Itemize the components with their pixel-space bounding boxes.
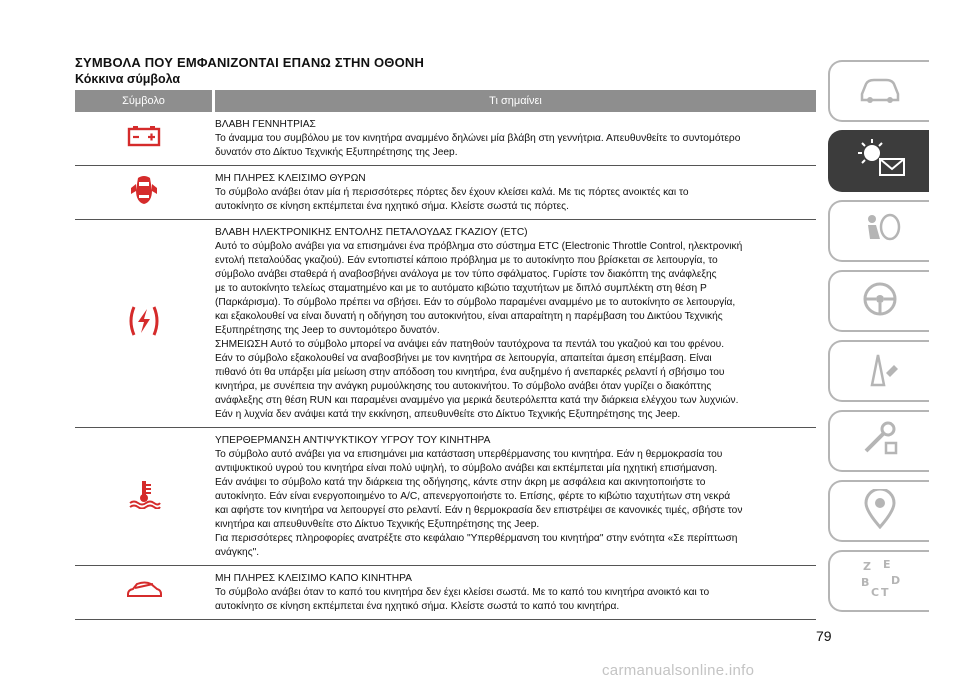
meaning-cell [212, 428, 816, 565]
row-text-line: κινητήρα και απευθυνθείτε στο Δίκτυο Τεχνικής Εξυπηρέτησης της Jeep. [215, 519, 540, 530]
row-title: ΒΛΑΒΗ ΓΕΝΝΗΤΡΙΑΣ [215, 119, 316, 130]
symbol-cell [75, 112, 212, 165]
tab-index[interactable] [828, 550, 929, 612]
tab-maintenance[interactable] [828, 410, 929, 472]
meaning-cell [212, 220, 816, 427]
tab-car-info[interactable] [828, 60, 929, 122]
table-header [75, 90, 816, 112]
row-text-line: Εάν το σύμβολο εξακολουθεί να αναβοσβήνει με τον κινητήρα σε λειτουργία, απαιτείται άμεση επέμβαση. Είναι [215, 353, 712, 364]
column-header-meaning: Τι σημαίνει [212, 90, 816, 112]
row-text-line: και εξακολουθεί να είναι δυνατή η οδήγηση του αυτοκινήτου, είναι απαραίτητη η παρέμβαση του Δικτύου Τεχνικής [215, 311, 723, 322]
table-row [75, 166, 816, 220]
roadside-emergency-icon [858, 351, 902, 392]
row-text-line: πιθανό ότι θα υπάρξει μία μείωση στην απόδοση του κινητήρα, ένα αυξημένο ή ανεπαρκές ρελαντί ή σβήσιμο του [215, 367, 725, 378]
alphabetical-index-icon [857, 558, 903, 605]
row-title: ΜΗ ΠΛΗΡΕΣ ΚΛΕΙΣΙΜΟ ΚΑΠΟ ΚΙΝΗΤΗΡΑ [215, 573, 412, 584]
svg-text:Z: Z [862, 559, 871, 573]
row-text-line: αντιψυκτικού υγρού του κινητήρα είναι πολύ υψηλή, το σύμβολο ανάβει και εκπέμπεται μία ηχητική επισήμανση. [215, 463, 718, 474]
symbol-cell [75, 428, 212, 565]
watermark: carmanualsonline.info [602, 662, 755, 679]
symbol-cell [75, 566, 212, 619]
coolant-temperature-icon [127, 479, 161, 514]
svg-text:T: T [880, 585, 889, 599]
chapter-tabs [828, 60, 929, 620]
meaning-cell [212, 166, 816, 219]
tab-emergency[interactable] [828, 340, 929, 402]
table-row [75, 428, 816, 566]
row-text-line: Εάν η λυχνία δεν ανάψει κατά την εκκίνηση, απευθυνθείτε στο Δίκτυο Τεχνικής Εξυπηρέτησης της Jeep. [215, 409, 681, 420]
hood-open-icon [125, 580, 163, 605]
row-text-line: ανάφλεξης στη θέση RUN και παραμένει αναμμένο για μερικά δευτερόλεπτα κατά την διάρκεια ελέγχου των λυχνιών. [215, 395, 739, 406]
svg-text:B: B [860, 575, 869, 589]
steering-wheel-icon [860, 279, 900, 324]
row-text-line: αυτοκίνητο σε κίνηση εκπέμπεται ένα ηχητικό σήμα. Κλείστε σωστά τις πόρτες. [215, 201, 569, 212]
navigation-pin-icon [858, 489, 902, 534]
page-subtitle: Κόκκινα σύμβολα [75, 72, 181, 86]
row-text-line: Εάν ανάψει το σύμβολο κατά την διάρκεια της οδήγησης, κάντε στην άκρη με ασφάλεια και ακινητοποιήστε το [215, 477, 706, 488]
svg-text:E: E [882, 557, 891, 571]
symbol-cell [75, 166, 212, 219]
symbol-cell [75, 220, 212, 427]
table-row [75, 112, 816, 166]
page-number: 79 [816, 628, 832, 644]
meaning-cell [212, 112, 816, 165]
row-text-line: Το σύμβολο ανάβει όταν το καπό του κινητήρα δεν έχει κλείσει σωστά. Με το καπό του κινητήρα ανοικτό και το [215, 587, 710, 598]
row-text-line: Το άναμμα του συμβόλου με τον κινητήρα αναμμένο δηλώνει μία βλάβη στη γεννήτρια. Απευθυνθείτε το συντομότερο [215, 133, 741, 144]
row-text-line: (Παρκάρισμα). Το σύμβολο πρέπει να σβήσει. Εάν το σύμβολο παραμένει αναμμένο με το αυτοκίνητο σε λειτουργία, [215, 297, 736, 308]
table-row [75, 220, 816, 428]
tab-warning-lights[interactable] [828, 130, 929, 192]
row-text-line: και αφήστε τον κινητήρα να λειτουργεί στο ρελαντί. Εάν η θερμοκρασία δεν επιστρέψει σε κανονικές τιμές, σβήστε τον [215, 505, 743, 516]
row-title: ΜΗ ΠΛΗΡΕΣ ΚΛΕΙΣΙΜΟ ΘΥΡΩΝ [215, 173, 366, 184]
row-title: ΒΛΑΒΗ ΗΛΕΚΤΡΟΝΙΚΗΣ ΕΝΤΟΛΗΣ ΠΕΤΑΛΟΥΔΑΣ ΓΚΑΖΙΟΥ (ETC) [215, 227, 528, 238]
row-text-line: Για περισσότερες πληροφορίες ανατρέξτε στο κεφάλαιο "Υπερθέρμανση του κινητήρα" στην ενότητα «Σε περίπτωση [215, 533, 738, 544]
row-text-line: Το σύμβολο αυτό ανάβει για να επισημάνει μια κατάσταση υπερθέρμανσης του κινητήρα. Εάν η θερμοκρασία του [215, 449, 723, 460]
row-text-line: ΣΗΜΕΙΩΣΗ Αυτό το σύμβολο μπορεί να ανάψει εάν πατηθούν ταυτόχρονα τα πεντάλ του γκαζιού και του φρένου. [215, 339, 725, 350]
row-text-line: σύμβολο ανάβει σταθερά ή αναβοσβήνει ανάλογα με τον τύπο σφάλματος. Γυρίστε τον διακόπτη της ανάφλεξης [215, 269, 717, 280]
row-text-line: με το αυτοκίνητο τελείως σταματημένο και με το αυτόματο κιβώτιο ταχυτήτων με διπλό συμπλέκτη στη θέση P [215, 283, 707, 294]
warning-light-message-icon [852, 139, 908, 184]
row-text-line: δυνατόν στο Δίκτυο Τεχνικής Εξυπηρέτησης της Jeep. [215, 147, 458, 158]
table-row [75, 566, 816, 620]
warning-symbols-table [75, 90, 816, 620]
electronic-throttle-icon [126, 305, 162, 342]
row-text-line: αυτοκίνητο. Εάν είναι ενεργοποιημένο το A/C, απενεργοποιήστε το. Επίσης, φέρτε το κιβώτιο ταχυτήτων στη νεκρά [215, 491, 731, 502]
page-title: ΣΥΜΒΟΛΑ ΠΟΥ ΕΜΦΑΝΙΖΟΝΤΑΙ ΕΠΑΝΩ ΣΤΗΝ ΟΘΟΝΗ [75, 55, 425, 70]
tab-driving[interactable] [828, 270, 929, 332]
car-info-icon [858, 74, 902, 109]
tab-navigation[interactable] [828, 480, 929, 542]
row-text-line: εντολή πεταλούδας γκαζιού). Εάν εντοπιστεί κάποιο πρόβλημα με το αυτοκίνητο που βρίσκεται σε λειτουργία, το [215, 255, 718, 266]
column-header-symbol: Σύμβολο [122, 95, 165, 107]
battery-icon [127, 125, 161, 152]
row-title: ΥΠΕΡΘΕΡΜΑΝΣΗ ΑΝΤΙΨΥΚΤΙΚΟΥ ΥΓΡΟΥ ΤΟΥ ΚΙΝΗΤΗΡΑ [215, 435, 491, 446]
svg-text:D: D [890, 573, 900, 587]
maintenance-wrench-icon [858, 421, 902, 462]
svg-text:C: C [870, 585, 879, 599]
tab-safety[interactable] [828, 200, 929, 262]
meaning-cell [212, 566, 816, 619]
row-text-line: αυτοκίνητο σε κίνηση εκπέμπεται ένα ηχητικό σήμα. Κλείστε σωστά το καπό του κινητήρα. [215, 601, 620, 612]
row-text-line: Το σύμβολο ανάβει όταν μία ή περισσότερες πόρτες δεν έχουν κλείσει καλά. Με τις πόρτες ανοικτές και το [215, 187, 689, 198]
row-text-line: κινητήρα, με συνέπεια την ανάγκη ρυμούλκησης του αυτοκινήτου. Το σύμβολο ανάβει όταν γυρίζει ο διακόπτης [215, 381, 712, 392]
row-text-line: ανάγκης". [215, 547, 260, 558]
doors-open-icon [129, 174, 159, 211]
row-text-line: Εξυπηρέτησης της Jeep το συντομότερο δυνατόν. [215, 325, 440, 336]
safety-airbag-icon [858, 211, 902, 252]
row-text-line: Αυτό το σύμβολο ανάβει για να επισημάνει ένα πρόβλημα στο σύστημα ETC (Electronic Throttle Control, ηλεκτρονική [215, 241, 743, 252]
